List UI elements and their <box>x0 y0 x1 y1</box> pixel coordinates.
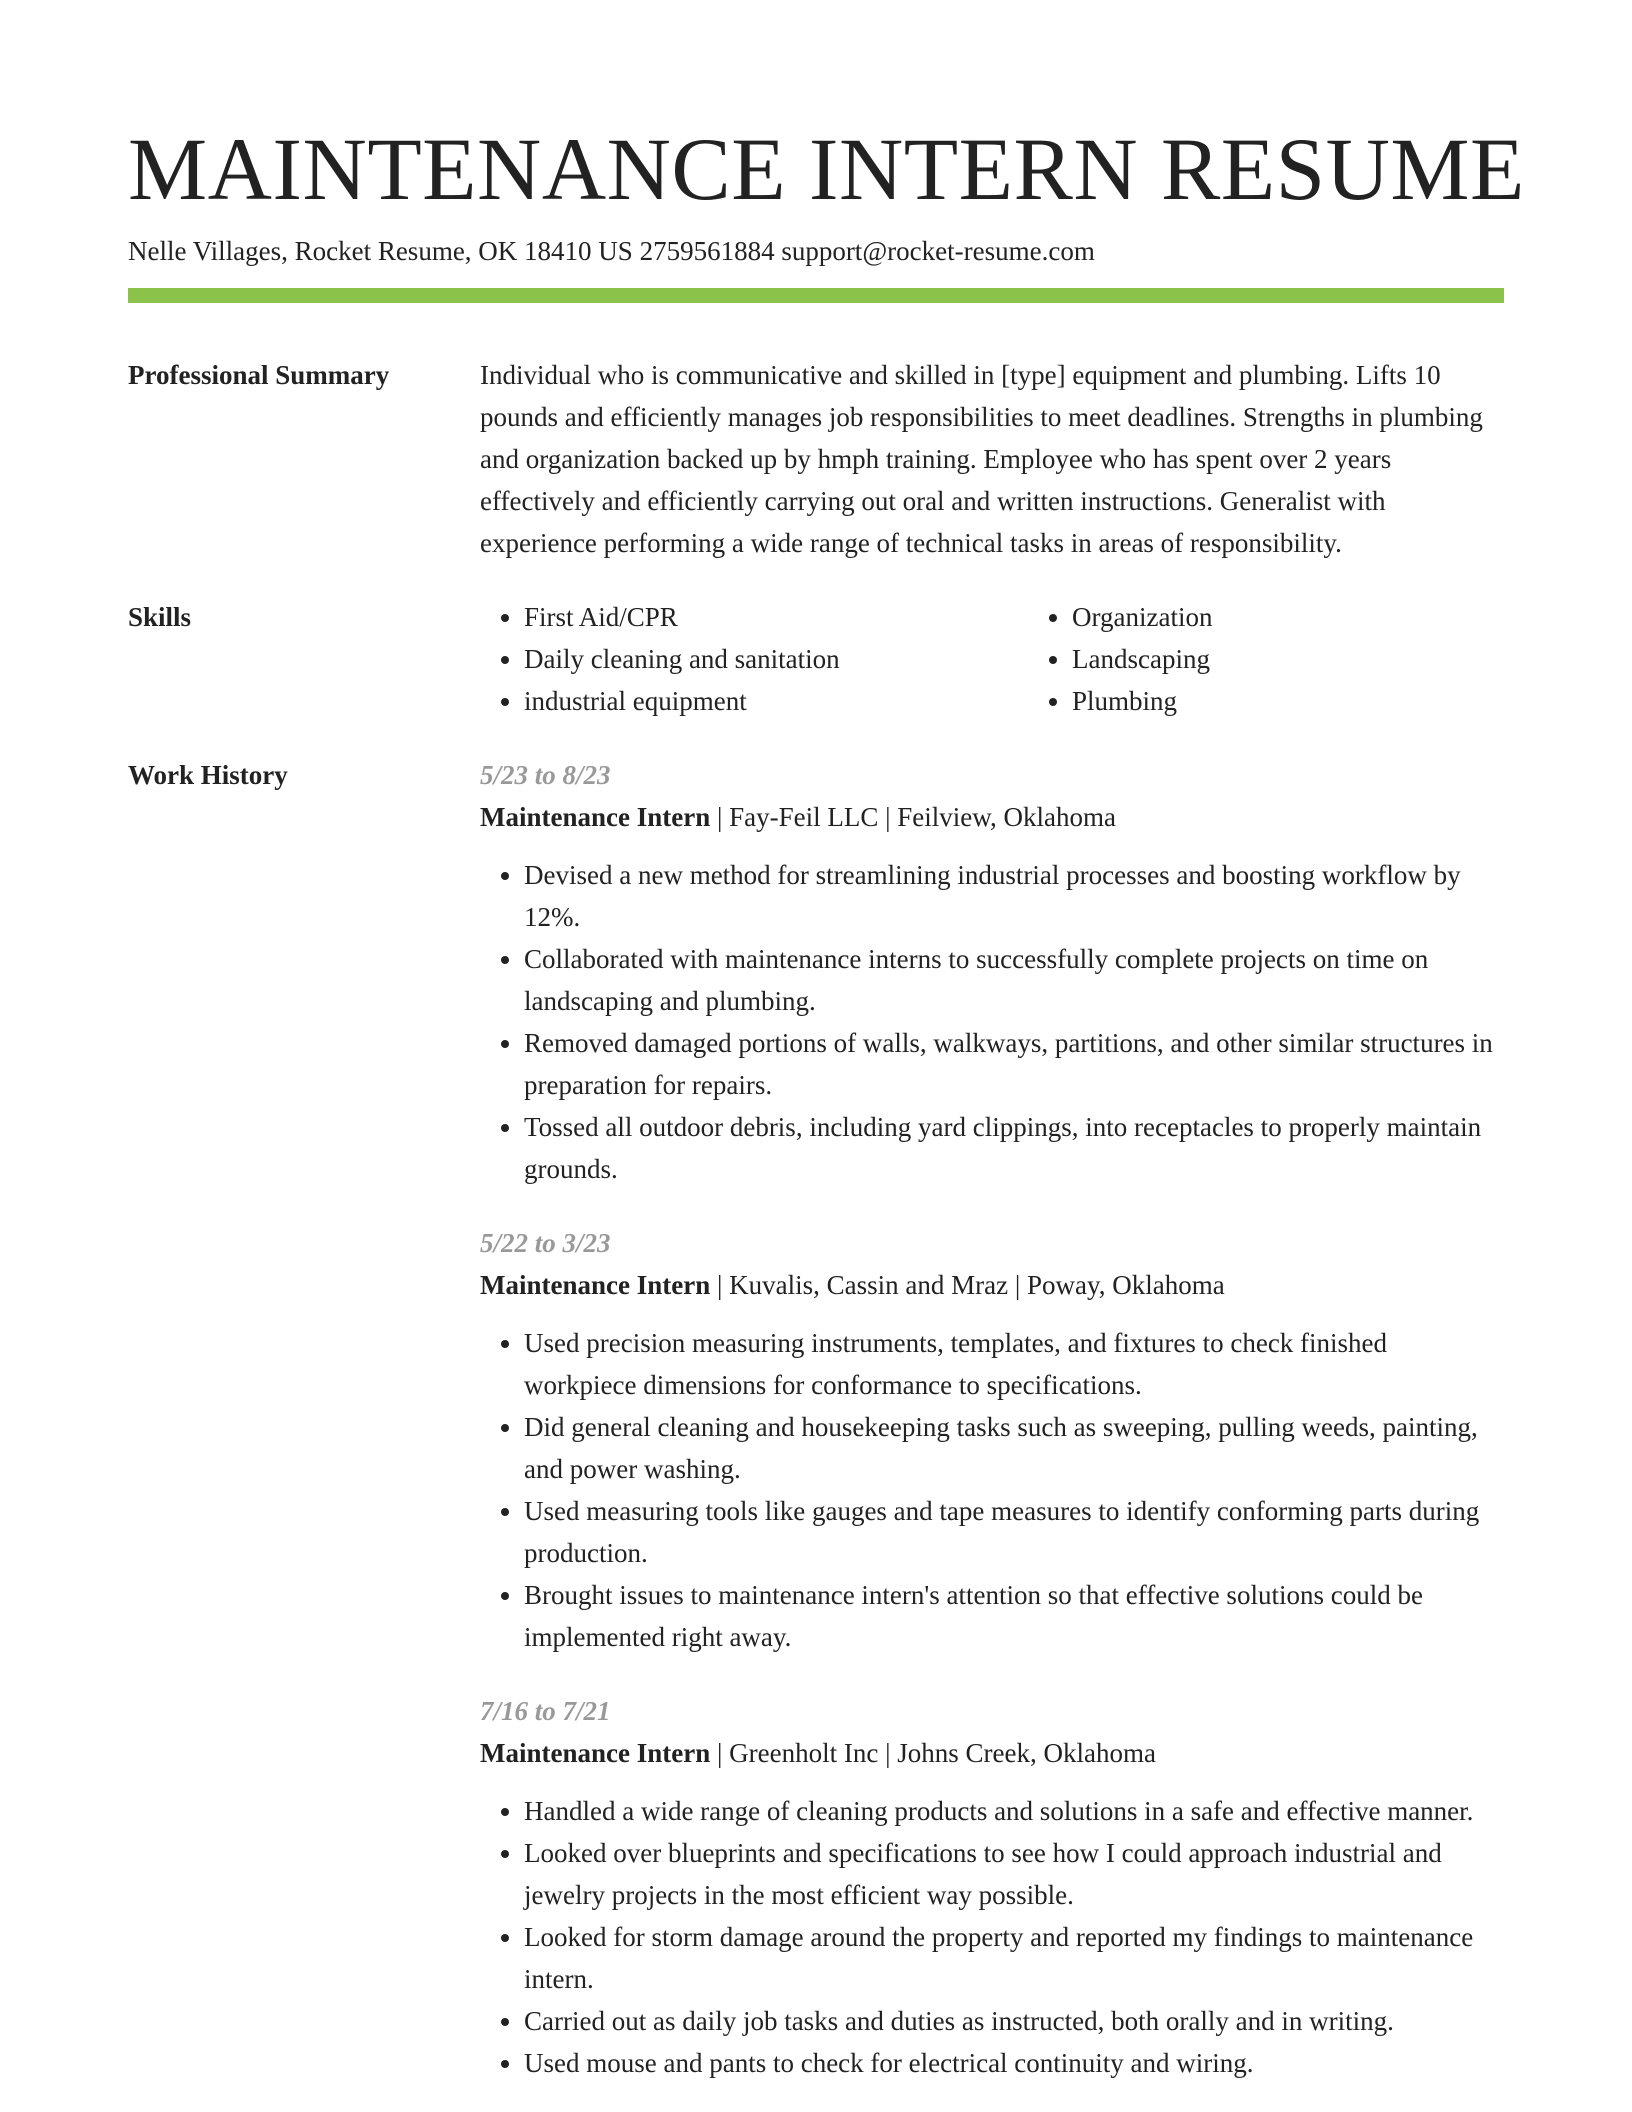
job-heading <box>480 796 1504 838</box>
skill-item: • Plumbing <box>1072 680 1576 722</box>
job-bullet: • Looked for storm damage around the property and reported my findings to maintenance intern. <box>524 1916 1504 2000</box>
resume-page <box>128 118 1525 2084</box>
job-bullets <box>480 1790 1504 2084</box>
job-title: Maintenance Intern <box>480 1270 711 1300</box>
job-entry <box>480 1222 1504 1658</box>
job-heading <box>480 1264 1504 1306</box>
section-label-skills: Skills <box>128 602 192 632</box>
section-label-summary: Professional Summary <box>128 360 390 390</box>
job-entry <box>480 1690 1504 2084</box>
section-label-work-history: Work History <box>128 760 288 790</box>
job-bullets <box>480 854 1504 1190</box>
job-bullet: • Removed damaged portions of walls, walkways, partitions, and other similar structures in preparation for repairs. <box>524 1022 1504 1106</box>
contact-line: Nelle Villages, Rocket Resume, OK 18410 US 2759561884 support@rocket-resume.com <box>128 236 1095 266</box>
job-title: Maintenance Intern <box>480 802 711 832</box>
job-bullet: • Devised a new method for streamlining industrial processes and boosting workflow by 12%. <box>524 854 1504 938</box>
skill-item: • Organization <box>1072 596 1576 638</box>
job-dates: 5/23 to 8/23 <box>480 760 611 790</box>
skill-item: • industrial equipment <box>524 680 1028 722</box>
job-heading <box>480 1732 1504 1774</box>
skill-item: • Landscaping <box>1072 638 1576 680</box>
job-company-location: | Kuvalis, Cassin and Mraz | Poway, Oklahoma <box>710 1270 1225 1300</box>
work-history-body <box>480 754 1504 2084</box>
skills-section <box>128 596 1504 722</box>
professional-summary-section <box>128 354 1504 564</box>
job-bullet: • Looked over blueprints and specifications to see how I could approach industrial and jewelry projects in the most efficient way possible. <box>524 1832 1504 1916</box>
job-company-location: | Fay-Feil LLC | Feilview, Oklahoma <box>710 802 1116 832</box>
job-dates: 7/16 to 7/21 <box>480 1696 611 1726</box>
job-dates: 5/22 to 3/23 <box>480 1228 611 1258</box>
skills-column-1 <box>480 596 1028 722</box>
skill-item: • Daily cleaning and sanitation <box>524 638 1028 680</box>
summary-text: Individual who is communicative and skilled in [type] equipment and plumbing. Lifts 10 pounds and efficiently manages job responsibilities to meet deadlines. Strengths in plumbing and organization backed up by hmph training. Employee who has spent over 2 years effectively and efficiently carrying out oral and written instructions. Generalist with experience performing a wide range of technical tasks in areas of responsibility. <box>480 360 1483 558</box>
job-bullet: • Used precision measuring instruments, templates, and fixtures to check finished workpiece dimensions for conformance to specifications. <box>524 1322 1504 1406</box>
job-bullet: • Handled a wide range of cleaning products and solutions in a safe and effective manner. <box>524 1790 1504 1832</box>
job-bullet: • Carried out as daily job tasks and duties as instructed, both orally and in writing. <box>524 2000 1504 2042</box>
job-title: Maintenance Intern <box>480 1738 711 1768</box>
skill-item: • First Aid/CPR <box>524 596 1028 638</box>
job-entry <box>480 754 1504 1190</box>
skills-grid <box>480 596 1576 722</box>
job-bullet: • Tossed all outdoor debris, including yard clippings, into receptacles to properly maintain grounds. <box>524 1106 1504 1190</box>
job-company-location: | Greenholt Inc | Johns Creek, Oklahoma <box>710 1738 1156 1768</box>
skills-column-2 <box>1028 596 1576 722</box>
job-bullet: • Did general cleaning and housekeeping tasks such as sweeping, pulling weeds, painting, and power washing. <box>524 1406 1504 1490</box>
header-divider <box>128 288 1504 303</box>
job-bullet: • Used mouse and pants to check for electrical continuity and wiring. <box>524 2042 1504 2084</box>
work-history-section <box>128 754 1504 2084</box>
job-bullet: • Brought issues to maintenance intern's attention so that effective solutions could be implemented right away. <box>524 1574 1504 1658</box>
job-bullet: • Collaborated with maintenance interns to successfully complete projects on time on landscaping and plumbing. <box>524 938 1504 1022</box>
job-bullet: • Used measuring tools like gauges and tape measures to identify conforming parts during production. <box>524 1490 1504 1574</box>
resume-title: MAINTENANCE INTERN RESUME <box>128 121 1525 219</box>
job-bullets <box>480 1322 1504 1658</box>
